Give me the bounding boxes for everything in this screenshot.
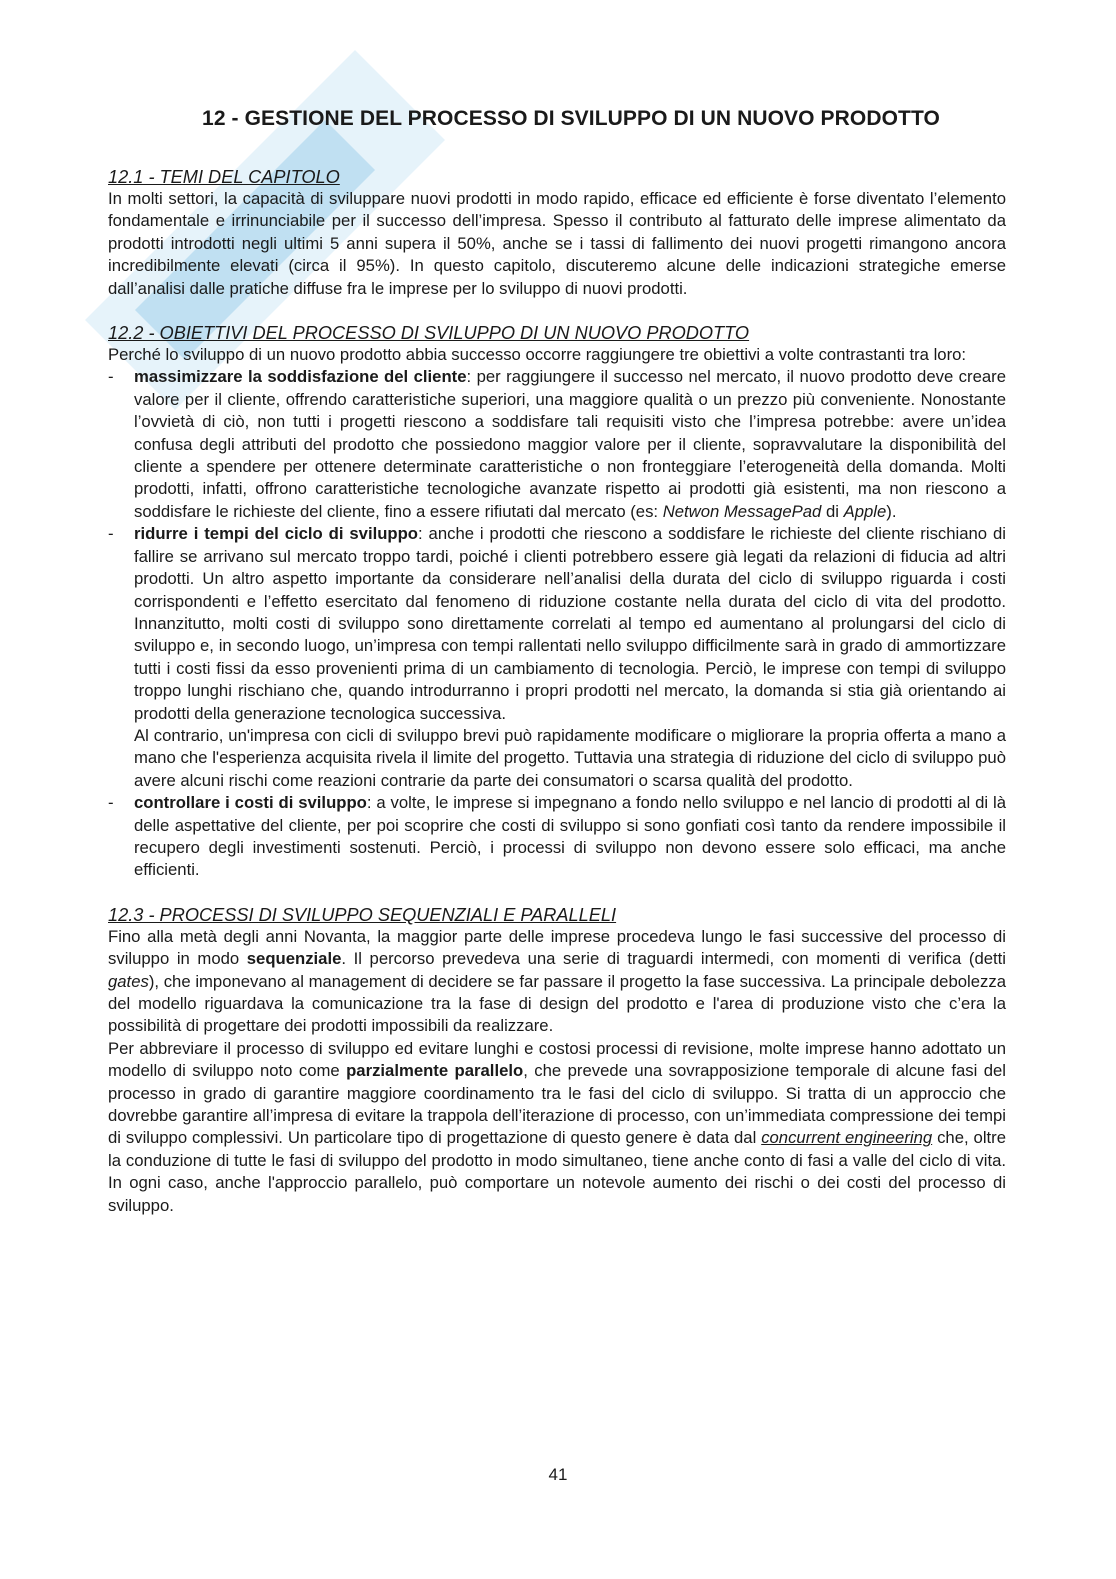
bullet-term: massimizzare la soddisfazione del cliente bbox=[134, 367, 467, 387]
document-page bbox=[108, 104, 1006, 1217]
list-item: - ridurre i tempi del ciclo di sviluppo: anche i prodotti che riescono a soddisfare le richieste del cliente rischiano di fallire se arrivano sul mercato troppo tardi, poiché i clienti potrebbero essere già legati da relazioni di fiducia ad altri prodotti. Un altro aspetto importante da considerare nell’analisi della durata del ciclo di sviluppo riguarda i costi corrispondenti e l’effetto esercitato dal fenomeno di riduzione costante nella durata del ciclo di vita del prodotto. Innanzitutto, molti costi di sviluppo sono direttamente correlati al tempo ed aumentano al prolungarsi del ciclo di sviluppo e, in secondo luogo, un’impresa con tempi rallentati nello sviluppo difficilmente sarà in grado di ammortizzare tutti i costi fissi da esso provenienti prima di un cambiamento di tecnologia. Perciò, le imprese con tempi di sviluppo troppo lunghi rischiano che, quando introdurranno i propri prodotti nel mercato, la domanda si stia già orientando ai prodotti della generazione tecnologica successiva. Al contrario, un'impresa con cicli di sviluppo brevi può rapidamente modificare o migliorare la propria offerta a mano a mano che l'esperienza acquisita rivela il limite del progetto. Tuttavia una strategia di riduzione del ciclo di sviluppo può avere alcuni rischi come reazioni contrarie da parte dei consumatori o scarsa qualità del prodotto. bbox=[108, 523, 1006, 792]
section-12-3-paragraph-1: Fino alla metà degli anni Novanta, la maggior parte delle imprese procedeva lungo le fasi successive del processo di sviluppo in modo sequenziale. Il percorso prevedeva una serie di traguardi intermedi, con momenti di verifica (detti gates), che imponevano al management di decidere se far passare il progetto la fase successiva. La principale debolezza del modello riguardava la comunicazione tra la fase di design del prodotto e l'area di produzione visto che c’era la possibilità di progettare dei prodotti impossibili da realizzare. bbox=[108, 926, 1006, 1036]
section-heading-12-3: 12.3 - PROCESSI DI SVILUPPO SEQUENZIALI E PARALLELI bbox=[108, 904, 617, 925]
page-number: 41 bbox=[548, 1465, 568, 1484]
bullet-dash: - bbox=[108, 524, 114, 544]
bullet-term: ridurre i tempi del ciclo di sviluppo bbox=[134, 524, 418, 544]
objectives-list bbox=[108, 366, 1006, 881]
bullet-continuation: Al contrario, un'impresa con cicli di sviluppo brevi può rapidamente modificare o migliorare la propria offerta a mano a mano che l'esperienza acquisita rivela il limite del progetto. Tuttavia una strategia di riduzione del ciclo di sviluppo può avere alcuni rischi come reazioni contrarie da parte dei consumatori o scarsa qualità del prodotto. bbox=[134, 725, 1006, 790]
bullet-dash: - bbox=[108, 367, 114, 387]
section-heading-12-1: 12.1 - TEMI DEL CAPITOLO bbox=[108, 167, 340, 187]
section-12-2-intro: Perché lo sviluppo di un nuovo prodotto abbia successo occorre raggiungere tre obiettivi a volte contrastanti tra loro: bbox=[108, 345, 967, 365]
list-item: - massimizzare la soddisfazione del cliente: per raggiungere il successo nel mercato, il nuovo prodotto deve creare valore per il cliente, offrendo caratteristiche superiori, una maggiore qualità o un prezzo più conveniente. Nonostante l’ovvietà di ciò, non tutti i progetti riescono a soddisfare tali requisiti visto che l’impresa potrebbe: avere un’idea confusa degli attributi del prodotto che possiedono maggior valore per il cliente, sopravvalutare la disponibilità del cliente a spendere per ottenere determinate caratteristiche o non fronteggiare l’eterogeneità della domanda. Molti prodotti, infatti, offrono caratteristiche tecnologiche avanzate rispetto ai prodotti già esistenti, ma non riescono a soddisfare le richieste del cliente, fino a essere rifiutati dal mercato (es: Netwon MessagePad di Apple). bbox=[108, 367, 1006, 521]
section-12-1-paragraph: In molti settori, la capacità di sviluppare nuovi prodotti in modo rapido, efficace ed efficiente è forse diventato l’elemento fondamentale e irrinunciabile per il successo dell’impresa. Spesso il contributo al fatturato delle imprese alimentato da prodotti introdotti negli ultimi 5 anni supera il 50%, anche se i tassi di fallimento dei nuovi progetti rimangono ancora incredibilmente elevati (circa il 95%). In questo capitolo, discuteremo alcune delle indicazioni strategiche emerse dall’analisi dalle pratiche diffuse fra le imprese per lo sviluppo di nuovi prodotti. bbox=[108, 189, 1006, 298]
list-item: - controllare i costi di sviluppo: a volte, le imprese si impegnano a fondo nello sviluppo e nel lancio di prodotti al di là delle aspettative del cliente, per poi scoprire che costi di sviluppo si sono gonfiati così tanto da rendere impossibile il recupero degli investimenti sostenuti. Perciò, i processi di sviluppo non devono essere solo efficaci, ma anche efficienti. bbox=[108, 793, 1006, 880]
bullet-term: controllare i costi di sviluppo bbox=[134, 793, 367, 813]
bullet-dash: - bbox=[108, 793, 114, 813]
chapter-title: 12 - GESTIONE DEL PROCESSO DI SVILUPPO DI UN NUOVO PRODOTTO bbox=[202, 107, 940, 130]
section-heading-12-2: 12.2 - OBIETTIVI DEL PROCESSO DI SVILUPPO DI UN NUOVO PRODOTTO bbox=[108, 323, 750, 344]
section-12-3-paragraph-2: Per abbreviare il processo di sviluppo ed evitare lunghi e costosi processi di revisione, molte imprese hanno adottato un modello di sviluppo noto come parzialmente parallelo, che prevede una sovrapposizione temporale di alcune fasi del processo in grado di garantire maggiore coordinamento tra le fasi del ciclo di sviluppo. Si tratta di un approccio che dovrebbe garantire all’impresa di evitare la trappola dell’iterazione di processo, con un’immediata compressione dei tempi di sviluppo complessivi. Un particolare tipo di progettazione di questo genere è data dal concurrent engineering che, oltre la conduzione di tutte le fasi di sviluppo del prodotto in modo simultaneo, tiene anche conto di fasi a valle del ciclo di vita. In ogni caso, anche l'approccio parallelo, può comportare un notevole aumento dei rischi o dei costi del processo di sviluppo. bbox=[108, 1038, 1006, 1215]
